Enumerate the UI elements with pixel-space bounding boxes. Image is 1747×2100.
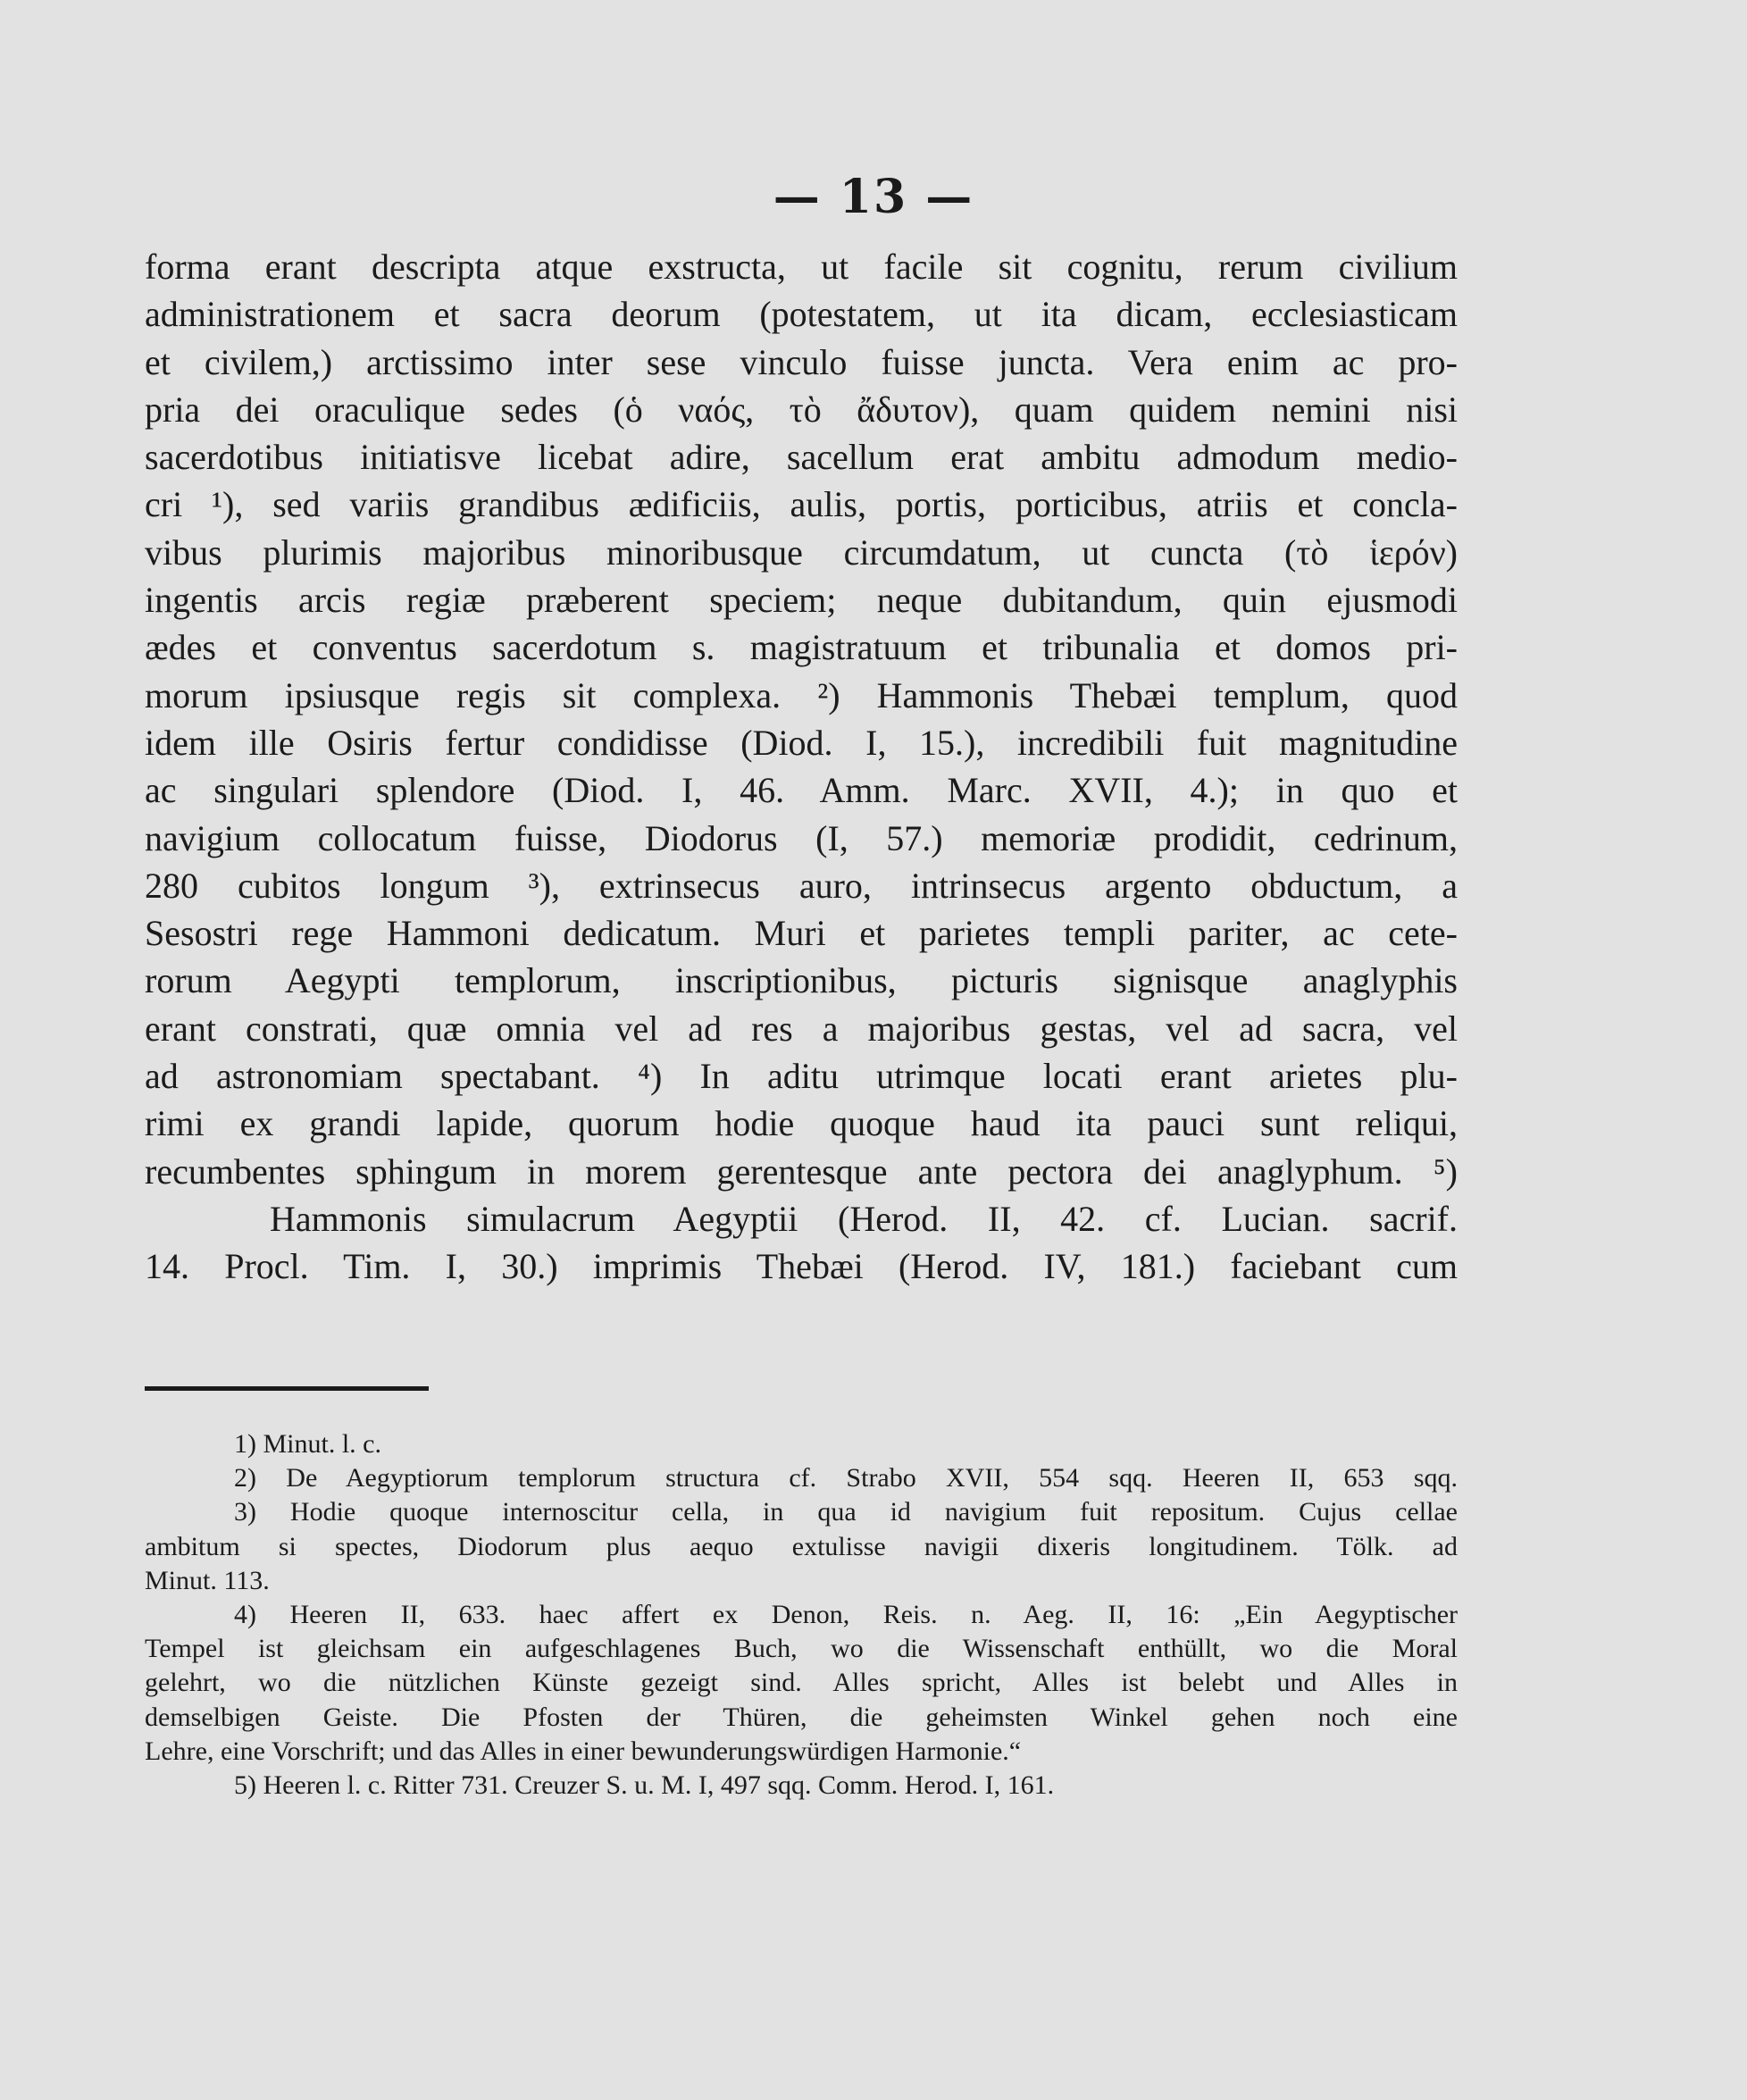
text-line: morum ipsiusque regis sit complexa. ²) Hammonis Thebæi templum, quod <box>145 674 1458 715</box>
footnote-line: gelehrt, wo die nützlichen Künste gezeigt sind. Alles spricht, Alles ist belebt und Alles in <box>145 1668 1458 1698</box>
footnote-line: demselbigen Geiste. Die Pfosten der Thüren, die geheimsten Winkel gehen noch eine <box>145 1702 1458 1732</box>
text-line: 14. Procl. Tim. I, 30.) imprimis Thebæi (Herod. IV, 181.) faciebant cum <box>145 1246 1458 1287</box>
footnote-line: Minut. 113. <box>145 1565 270 1595</box>
text-line: ingentis arcis regiæ præberent speciem; neque dubitandum, quin ejusmodi <box>145 580 1458 621</box>
text-line: 280 cubitos longum ³), extrinsecus auro, intrinsecus argento obductum, a <box>145 865 1458 906</box>
text-line: administrationem et sacra deorum (potestatem, ut ita dicam, ecclesiasticam <box>145 294 1458 335</box>
page-number: — 13 — <box>773 170 974 224</box>
text-line: erant constrati, quæ omnia vel ad res a majoribus gestas, vel ad sacra, vel <box>145 1008 1458 1049</box>
text-line: forma erant descripta atque exstructa, ut facile sit cognitu, rerum civilium <box>145 247 1458 287</box>
text-line: ac singulari splendore (Diod. I, 46. Amm. Marc. XVII, 4.); in quo et <box>145 770 1458 811</box>
text-line: rorum Aegypti templorum, inscriptionibus, picturis signisque anaglyphis <box>145 960 1458 1001</box>
footnote-line: ambitum si spectes, Diodorum plus aequo extulisse navigii dixeris longitudinem. Tölk. ad <box>145 1531 1458 1561</box>
text-line: recumbentes sphingum in morem gerentesque ante pectora dei anaglyphum. ⁵) <box>145 1150 1458 1192</box>
text-line: Sesostri rege Hammoni dedicatum. Muri et parietes templi pariter, ac cete- <box>145 913 1458 954</box>
text-line: navigium collocatum fuisse, Diodorus (I, 57.) memoriæ prodidit, cedrinum, <box>145 817 1458 858</box>
footnote-line: 1) Minut. l. c. <box>234 1429 381 1459</box>
text-line: idem ille Osiris fertur condidisse (Diod. I, 15.), incredibili fuit magnitudine <box>145 722 1458 763</box>
text-line: sacerdotibus initiatisve licebat adire, sacellum erat ambitu admodum medio- <box>145 437 1458 478</box>
text-line: ædes et conventus sacerdotum s. magistratuum et tribunalia et domos pri- <box>145 627 1458 668</box>
text-line: ad astronomiam spectabant. ⁴) In aditu utrimque locati erant arietes plu- <box>145 1056 1458 1097</box>
footnote-line: 4) Heeren II, 633. haec affert ex Denon, Reis. n. Aeg. II, 16: „Ein Aegyptischer <box>234 1600 1458 1630</box>
body-text <box>145 243 1458 1291</box>
text-line: cri ¹), sed variis grandibus ædificiis, aulis, portis, porticibus, atriis et concla- <box>145 484 1458 525</box>
text-line: vibus plurimis majoribus minoribusque circumdatum, ut cuncta (τὸ ἱερόν) <box>145 531 1458 573</box>
text-line: Hammonis simulacrum Aegyptii (Herod. II, 42. cf. Lucian. sacrif. <box>270 1198 1458 1239</box>
text-line: et civilem,) arctissimo inter sese vinculo fuisse juncta. Vera enim ac pro- <box>145 341 1458 382</box>
footnote-line: Lehre, eine Vorschrift; und das Alles in einer bewunderungswürdigen Harmonie.“ <box>145 1736 1022 1766</box>
footnote-line: Tempel ist gleichsam ein aufgeschlagenes Buch, wo die Wissenschaft enthüllt, wo die Moral <box>145 1634 1458 1664</box>
text-line: pria dei oraculique sedes (ὁ ναός, τὸ ἄδυτον), quam quidem nemini nisi <box>145 389 1458 430</box>
footnote-line: 5) Heeren l. c. Ritter 731. Creuzer S. u. M. I, 497 sqq. Comm. Herod. I, 161. <box>234 1770 1055 1801</box>
footnote-line: 3) Hodie quoque internoscitur cella, in qua id navigium fuit repositum. Cujus cellae <box>234 1497 1458 1527</box>
footnotes <box>145 1427 1458 1803</box>
footnote-line: 2) De Aegyptiorum templorum structura cf. Strabo XVII, 554 sqq. Heeren II, 653 sqq. <box>234 1463 1458 1493</box>
text-line: rimi ex grandi lapide, quorum hodie quoque haud ita pauci sunt reliqui, <box>145 1103 1458 1144</box>
footnote-separator <box>145 1386 429 1391</box>
